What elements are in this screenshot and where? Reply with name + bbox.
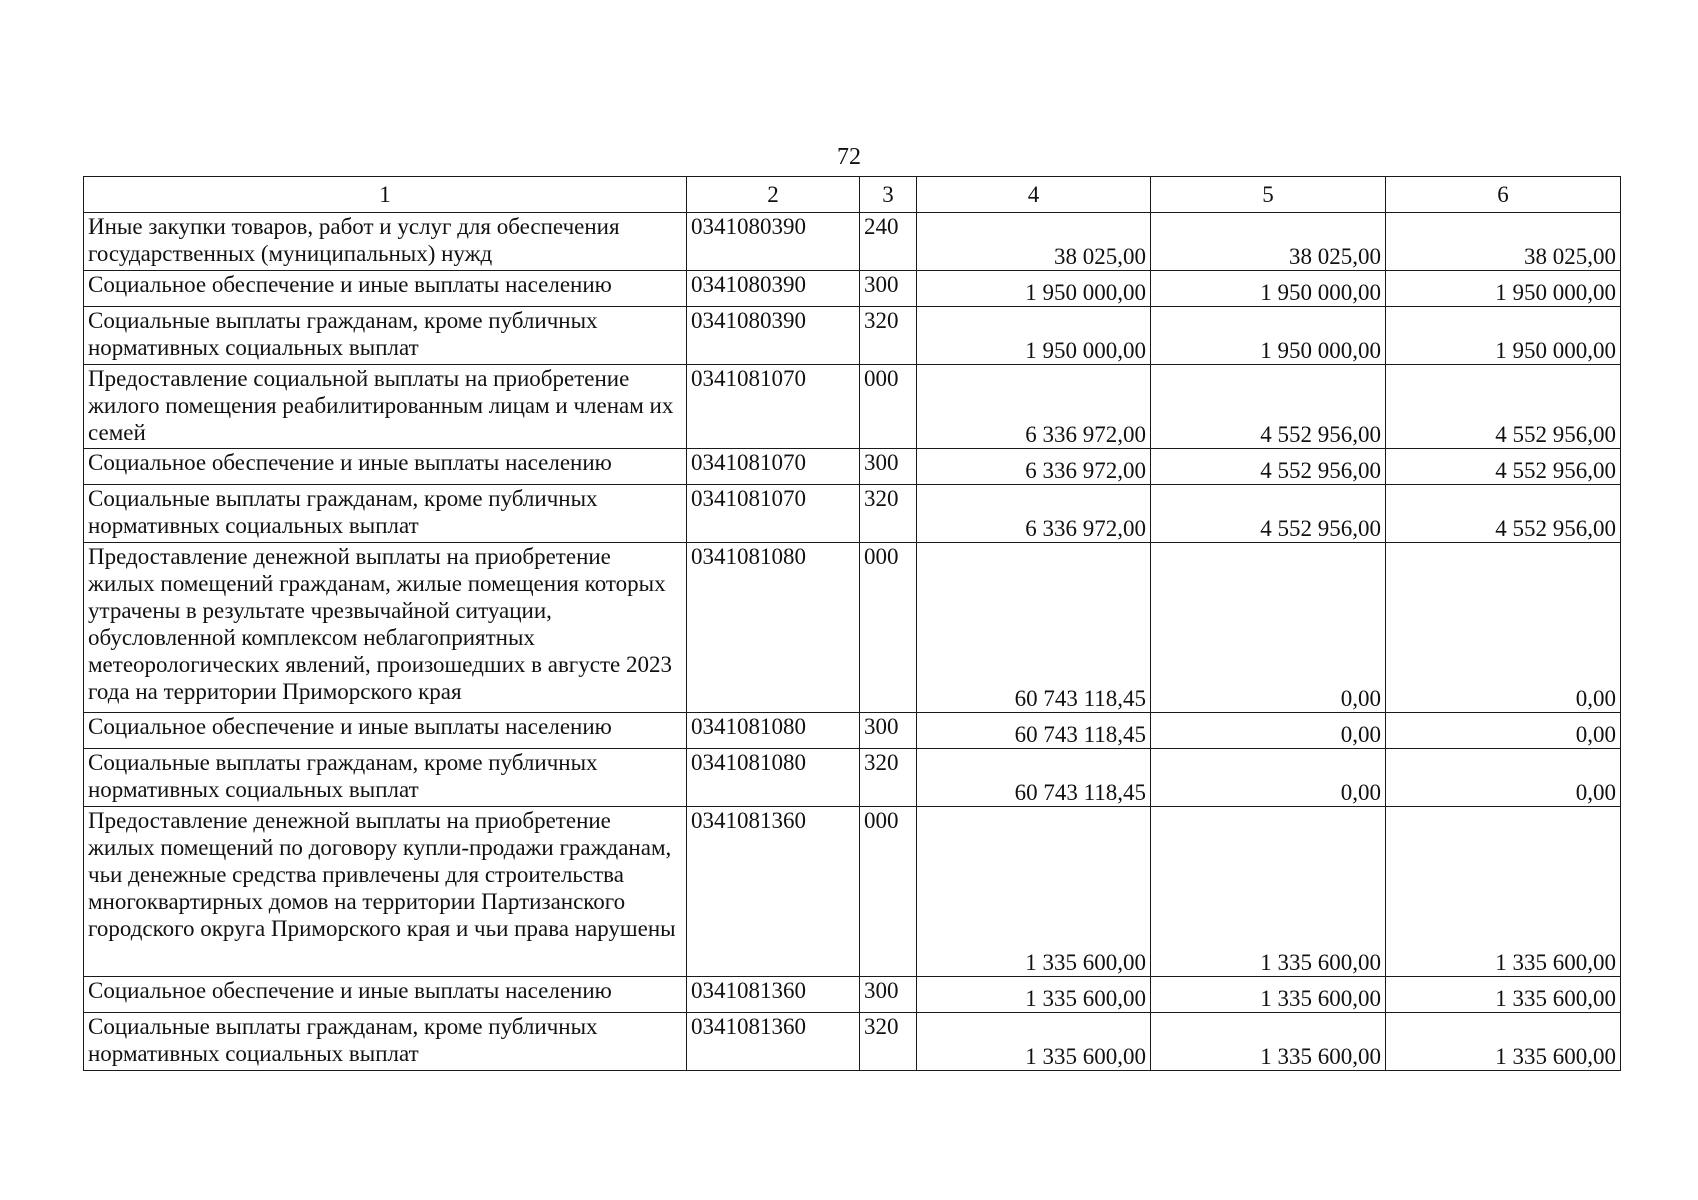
row-expense-type: 300 (860, 713, 917, 749)
row-amount-col4: 60 743 118,45 (917, 713, 1151, 749)
header-cell: 5 (1151, 177, 1386, 213)
row-target-code: 0341081070 (687, 365, 860, 449)
row-amount-col4: 6 336 972,00 (917, 365, 1151, 449)
row-amount-col5: 0,00 (1151, 713, 1386, 749)
row-amount-col6: 1 950 000,00 (1386, 271, 1621, 307)
row-amount-col6: 4 552 956,00 (1386, 365, 1621, 449)
row-amount-col5: 1 335 600,00 (1151, 1013, 1386, 1071)
row-description: Иные закупки товаров, работ и услуг для обеспечения государственных (муниципальных) нужд (84, 213, 687, 271)
row-amount-col4: 1 950 000,00 (917, 307, 1151, 365)
row-amount-col6: 1 335 600,00 (1386, 1013, 1621, 1071)
header-cell: 4 (917, 177, 1151, 213)
row-amount-col6: 38 025,00 (1386, 213, 1621, 271)
row-target-code: 0341080390 (687, 307, 860, 365)
row-description: Социальные выплаты гражданам, кроме публичных нормативных социальных выплат (84, 307, 687, 365)
table-row (84, 365, 1621, 449)
budget-table (83, 176, 1621, 1071)
row-description: Предоставление денежной выплаты на приобретение жилых помещений по договору купли-продажи гражданам, чьи денежные средства привлечены для строительства многоквартирных домов на территории Партизанского городского округа Приморского края и чьи права нарушены (84, 807, 687, 977)
row-description: Социальное обеспечение и иные выплаты населению (84, 449, 687, 485)
table-row (84, 749, 1621, 807)
row-amount-col4: 1 950 000,00 (917, 271, 1151, 307)
row-amount-col5: 0,00 (1151, 543, 1386, 713)
table-row (84, 807, 1621, 977)
row-expense-type: 000 (860, 543, 917, 713)
row-amount-col5: 1 950 000,00 (1151, 307, 1386, 365)
table-row (84, 713, 1621, 749)
row-expense-type: 000 (860, 807, 917, 977)
row-target-code: 0341081070 (687, 485, 860, 543)
row-target-code: 0341080390 (687, 271, 860, 307)
row-amount-col6: 0,00 (1386, 713, 1621, 749)
row-amount-col5: 4 552 956,00 (1151, 365, 1386, 449)
row-amount-col6: 0,00 (1386, 543, 1621, 713)
table-row (84, 213, 1621, 271)
row-expense-type: 300 (860, 271, 917, 307)
row-amount-col4: 60 743 118,45 (917, 749, 1151, 807)
row-amount-col5: 1 335 600,00 (1151, 807, 1386, 977)
row-description: Социальное обеспечение и иные выплаты населению (84, 271, 687, 307)
row-expense-type: 320 (860, 485, 917, 543)
page-number: 72 (837, 144, 861, 170)
row-amount-col4: 6 336 972,00 (917, 449, 1151, 485)
row-description: Социальное обеспечение и иные выплаты населению (84, 713, 687, 749)
row-target-code: 0341081070 (687, 449, 860, 485)
row-target-code: 0341081360 (687, 807, 860, 977)
row-amount-col5: 38 025,00 (1151, 213, 1386, 271)
row-amount-col6: 1 335 600,00 (1386, 977, 1621, 1013)
row-amount-col6: 4 552 956,00 (1386, 449, 1621, 485)
row-target-code: 0341081360 (687, 1013, 860, 1071)
row-description: Социальное обеспечение и иные выплаты населению (84, 977, 687, 1013)
row-amount-col4: 6 336 972,00 (917, 485, 1151, 543)
table-row (84, 485, 1621, 543)
table-row (84, 1013, 1621, 1071)
row-expense-type: 300 (860, 977, 917, 1013)
row-description: Предоставление денежной выплаты на приобретение жилых помещений гражданам, жилые помещения которых утрачены в результате чрезвычайной ситуации, обусловленной комплексом неблагоприятных метеорологических явлений, произошедших в августе 2023 года на территории Приморского края (84, 543, 687, 713)
header-cell: 1 (84, 177, 687, 213)
row-amount-col5: 0,00 (1151, 749, 1386, 807)
header-row (84, 177, 1621, 213)
row-expense-type: 300 (860, 449, 917, 485)
table-row (84, 977, 1621, 1013)
row-amount-col6: 0,00 (1386, 749, 1621, 807)
row-expense-type: 240 (860, 213, 917, 271)
row-amount-col5: 4 552 956,00 (1151, 449, 1386, 485)
row-target-code: 0341081080 (687, 543, 860, 713)
row-target-code: 0341081080 (687, 749, 860, 807)
row-expense-type: 320 (860, 1013, 917, 1071)
table-row (84, 543, 1621, 713)
table-row (84, 271, 1621, 307)
row-amount-col5: 1 335 600,00 (1151, 977, 1386, 1013)
row-amount-col4: 1 335 600,00 (917, 807, 1151, 977)
table-row (84, 307, 1621, 365)
header-cell: 3 (860, 177, 917, 213)
row-amount-col4: 38 025,00 (917, 213, 1151, 271)
row-target-code: 0341081360 (687, 977, 860, 1013)
row-target-code: 0341081080 (687, 713, 860, 749)
row-description: Социальные выплаты гражданам, кроме публичных нормативных социальных выплат (84, 749, 687, 807)
row-description: Предоставление социальной выплаты на приобретение жилого помещения реабилитированным лицам и членам их семей (84, 365, 687, 449)
header-cell: 2 (687, 177, 860, 213)
row-amount-col4: 1 335 600,00 (917, 1013, 1151, 1071)
row-amount-col6: 4 552 956,00 (1386, 485, 1621, 543)
row-expense-type: 320 (860, 749, 917, 807)
row-amount-col5: 1 950 000,00 (1151, 271, 1386, 307)
row-amount-col5: 4 552 956,00 (1151, 485, 1386, 543)
header-cell: 6 (1386, 177, 1621, 213)
row-amount-col6: 1 335 600,00 (1386, 807, 1621, 977)
row-description: Социальные выплаты гражданам, кроме публичных нормативных социальных выплат (84, 485, 687, 543)
row-amount-col4: 1 335 600,00 (917, 977, 1151, 1013)
table-row (84, 449, 1621, 485)
row-expense-type: 000 (860, 365, 917, 449)
row-amount-col4: 60 743 118,45 (917, 543, 1151, 713)
row-amount-col6: 1 950 000,00 (1386, 307, 1621, 365)
row-target-code: 0341080390 (687, 213, 860, 271)
row-expense-type: 320 (860, 307, 917, 365)
row-description: Социальные выплаты гражданам, кроме публичных нормативных социальных выплат (84, 1013, 687, 1071)
